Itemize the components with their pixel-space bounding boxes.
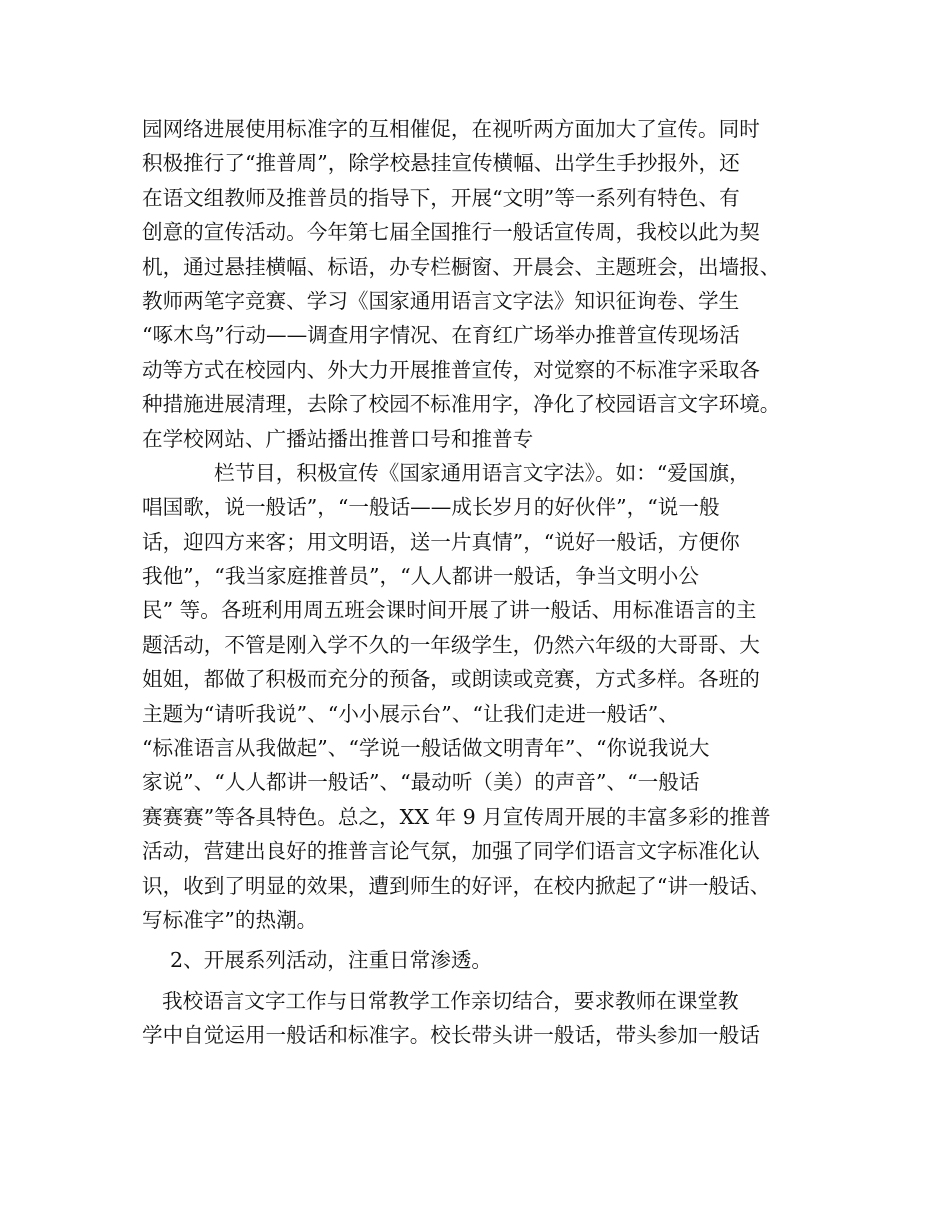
text-line: 赛赛赛”等各具特色。总之，XX 年 9 月宣传周开展的丰富多彩的推普 [142,804,771,829]
text-line: 栏节目，积极宣传《国家通用语言文字法》。如：“爱国旗， [214,460,750,485]
text-line: 民” 等。各班利用周五班会课时间开展了讲一般话、用标准语言的主 [142,598,757,623]
text-line: 话，迎四方来客；用文明语，送一片真情”，“说好一般话，方便你 [142,529,740,554]
text-line: 主题为“请听我说”、“小小展示台”、“让我们走进一般话”、 [142,701,679,726]
text-line: 园网络进展使用标准字的互相催促，在视听两方面加大了宣传。同时 [142,117,760,141]
text-line: 姐姐，都做了积极而充分的预备，或朗读或竞赛，方式多样。各班的 [142,667,760,692]
text-line: 种措施进展清理，去除了校园不标准用字，净化了校园语言文字环境。 [142,392,781,417]
text-line: 我校语言文字工作与日常教学工作亲切结合，要求教师在课堂教 [162,988,739,1013]
text-line: 我他”，“我当家庭推普员”，“人人都讲一般话，争当文明小公 [142,564,699,589]
text-line: “标准语言从我做起”、“学说一般话做文明青年”、“你说我说大 [142,736,710,761]
text-line: 家说”、“人人都讲一般话”、“最动听（美）的声音”、“一般话 [142,770,700,795]
text-line: 动等方式在校园内、外大力开展推普宣传，对觉察的不标准字采取各 [142,357,760,382]
text-line: 写标准字”的热潮。 [142,907,318,932]
text-line: 题活动，不管是刚入学不久的一年级学生，仍然六年级的大哥哥、大 [142,632,760,657]
text-line: 活动，营建出良好的推普言论气氛，加强了同学们语言文字标准化认 [142,839,760,864]
text-line: 在学校网站、广播站播出推普口号和推普专 [142,426,534,451]
text-line: 在语文组教师及推普员的指导下，开展“文明”等一系列有特色、有 [142,185,740,210]
text-line: 学中自觉运用一般话和标准字。校长带头讲一般话，带头参加一般话 [142,1023,760,1048]
text-line: 积极推行了“推普周”，除学校悬挂宣传横幅、出学生手抄报外，还 [142,151,740,176]
section-heading: 2、开展系列活动，注重日常渗透。 [170,948,493,973]
text-line: “啄木鸟”行动——调查用字情况、在育红广场举办推普宣传现场活 [142,323,740,348]
body-text [142,112,832,1053]
text-line: 唱国歌，说一般话”，“一般话——成长岁月的好伙伴”，“说一般 [142,495,720,520]
text-line: 机，通过悬挂横幅、标语，办专栏橱窗、开晨会、主题班会，出墙报、 [142,254,781,279]
text-line: 教师两笔字竞赛、学习《国家通用语言文字法》知识征询卷、学生 [142,288,740,313]
text-line: 识，收到了明显的效果，遭到师生的好评，在校内掀起了“讲一般话、 [142,873,771,898]
text-line: 创意的宣传活动。今年第七届全国推行一般话宣传周，我校以此为契 [142,220,760,245]
